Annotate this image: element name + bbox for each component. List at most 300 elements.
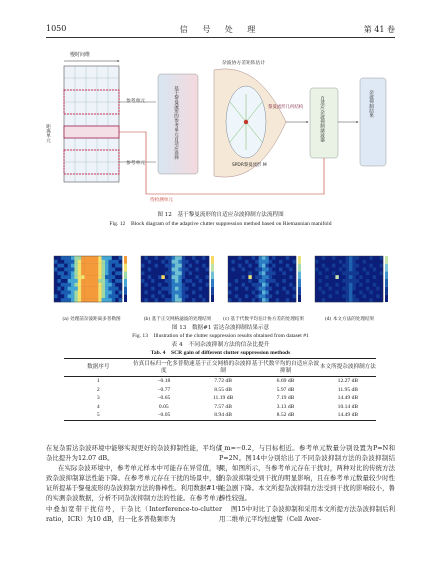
heatmap-cell (369, 264, 373, 268)
heatmap-cell (85, 287, 89, 291)
heatmap-cell (144, 287, 148, 291)
label-clutter-block: 自适应杂波抑制滤波器 (319, 96, 325, 142)
heatmap-cell (339, 271, 343, 275)
heatmap-cell (105, 256, 109, 260)
heatmap-cell (185, 298, 189, 302)
heatmap-cell (315, 287, 319, 291)
heatmap-cell (81, 275, 85, 279)
heatmap-cell (315, 268, 319, 272)
heatmap-cell (329, 279, 333, 283)
heatmap-cell (158, 256, 162, 260)
heatmap-cell (366, 256, 370, 260)
heatmap-cell (235, 275, 239, 279)
heatmap-cell (373, 260, 377, 264)
heatmap-cell (119, 283, 123, 287)
heatmap-cell (352, 287, 356, 291)
heatmap-cell (115, 271, 119, 275)
heatmap-cell (315, 271, 319, 275)
heatmap-cell (335, 279, 339, 283)
heatmap-cell (359, 294, 363, 298)
heatmap-cell (329, 287, 333, 291)
heatmap-cell (64, 291, 68, 295)
heatmap-cell (98, 271, 102, 275)
heatmap-cell (356, 256, 360, 260)
heatmap-cell (286, 294, 290, 298)
heatmap-cell (155, 294, 159, 298)
heatmap-cell (195, 294, 199, 298)
heatmap-cell (279, 268, 283, 272)
colorbar-segment (211, 287, 214, 295)
heatmap-cell (276, 287, 280, 291)
heatmap-cell (329, 271, 333, 275)
heatmap-cell (85, 271, 89, 275)
heatmap-cell (359, 264, 363, 268)
heatmap-cell (175, 291, 179, 295)
heatmap-cell (335, 271, 339, 275)
heatmap-cell (192, 264, 196, 268)
heatmap-cell (252, 264, 256, 268)
heatmap-cell (332, 287, 336, 291)
heatmap-cell (342, 298, 346, 302)
heatmap-cell (315, 264, 319, 268)
heatmap-cell (185, 260, 189, 264)
heatmap-cell (185, 291, 189, 295)
heatmap-cell (112, 264, 116, 268)
heatmap-cell (322, 294, 326, 298)
table-cell: 8.94 dB (214, 412, 232, 419)
heatmap-cell (108, 283, 112, 287)
heatmap-cell (64, 287, 68, 291)
heatmap-cell (349, 298, 353, 302)
right-column (219, 443, 395, 524)
heatmap-cell (195, 275, 199, 279)
manifold-center-point (244, 120, 248, 124)
colorbar-segment (385, 294, 388, 302)
heatmap-cell (279, 283, 283, 287)
heatmap-cell (178, 260, 182, 264)
heatmap-cell (61, 271, 65, 275)
heatmap-cell (165, 268, 169, 272)
heatmap-cell (228, 287, 232, 291)
heatmap-cell (380, 298, 384, 302)
heatmap-cell (255, 279, 259, 283)
heatmap-cell (272, 287, 276, 291)
heatmap-cell (155, 268, 159, 272)
heatmap-cell (192, 260, 196, 264)
heatmap-cell (148, 283, 152, 287)
heatmap-cell (54, 256, 58, 260)
heatmap-cell (175, 279, 179, 283)
heatmap-cell (115, 294, 119, 298)
heatmap-cell (206, 298, 210, 302)
heatmap-cell (262, 256, 266, 260)
colorbar-segment (211, 256, 214, 264)
heatmap-cell (356, 260, 360, 264)
heatmap-cell (322, 275, 326, 279)
heatmap-cell (108, 256, 112, 260)
heatmap-cell (339, 256, 343, 260)
colorbar-segment (211, 264, 214, 272)
heatmap-cell (366, 268, 370, 272)
heatmap-cell (228, 275, 232, 279)
heatmap-cell (119, 275, 123, 279)
heatmap-cell (380, 268, 384, 272)
heatmap-cell (255, 271, 259, 275)
heatmap-cell (61, 264, 65, 268)
heatmap-cell (54, 271, 58, 275)
heatmap-cell (252, 287, 256, 291)
table-cell: 5 (96, 412, 100, 419)
heatmap-cell (78, 283, 82, 287)
heatmap-cell (108, 287, 112, 291)
heatmap-cell (168, 271, 172, 275)
heatmap-cell (286, 279, 290, 283)
heatmap-cell (158, 275, 162, 279)
heatmap-cell (112, 256, 116, 260)
heatmap-cell (282, 271, 286, 275)
heatmap-cell (199, 260, 203, 264)
heatmap-cell (242, 291, 246, 295)
heatmap-cell (282, 279, 286, 283)
heatmap-cell (172, 279, 176, 283)
heatmap-cell (245, 287, 249, 291)
heatmap-cell (356, 291, 360, 295)
heatmap-cell (119, 298, 123, 302)
heatmap-cell (158, 260, 162, 264)
heatmap-cell (74, 260, 78, 264)
heatmap-cell (95, 260, 99, 264)
heatmap-cell (356, 283, 360, 287)
heatmap-cell (369, 275, 373, 279)
heatmap-cell (325, 279, 329, 283)
header-rule (46, 37, 395, 38)
heatmap-cell (342, 279, 346, 283)
heatmap-cell (289, 298, 293, 302)
table-cell: 5.97 dB (276, 386, 295, 393)
heatmap-cell (332, 275, 336, 279)
heatmap-cell (373, 271, 377, 275)
heatmap-cell (248, 279, 252, 283)
heatmap-cell (185, 264, 189, 268)
heatmap-cell (108, 260, 112, 264)
heatmap-cell (105, 268, 109, 272)
heatmap-cell (339, 294, 343, 298)
heatmap-cell (74, 268, 78, 272)
heatmap-cell (289, 275, 293, 279)
heatmap-cell (279, 264, 283, 268)
heatmap-cell (322, 268, 326, 272)
heatmap-cell (352, 294, 356, 298)
heatmap-cell (259, 291, 263, 295)
heatmap-cell (202, 264, 206, 268)
heatmap-cell (112, 271, 116, 275)
heatmap-cell (148, 294, 152, 298)
heatmap-cell (115, 279, 119, 283)
heatmap-cell (293, 260, 297, 264)
heatmap-cell (182, 279, 186, 283)
heatmap-cell (228, 294, 232, 298)
heatmap-cell (165, 271, 169, 275)
heatmap-cell (178, 298, 182, 302)
heatmap-cell (318, 264, 322, 268)
heatmap-cell (235, 291, 239, 295)
heatmap-cell (202, 279, 206, 283)
heatmap-cell (54, 268, 58, 272)
table-cell: −0.05 (157, 412, 171, 419)
heatmap-cell (158, 271, 162, 275)
table-row (64, 411, 376, 420)
heatmap-cell (325, 283, 329, 287)
heatmap-cell (332, 260, 336, 264)
subcaption-c: (c) 基于代数平均估计协方差的处理结果 (222, 317, 305, 322)
heatmap-cell (363, 279, 367, 283)
table-cell: 6.69 dB (276, 378, 295, 384)
heatmap-cell (276, 264, 280, 268)
heatmap-cell (238, 260, 242, 264)
heatmap-cell (255, 298, 259, 302)
heatmap-cell (369, 294, 373, 298)
heatmap-cell (141, 283, 145, 287)
heatmap-cell (71, 264, 75, 268)
heatmap-cell (61, 287, 65, 291)
heatmap-cell (57, 279, 61, 283)
heatmap-cell (155, 256, 159, 260)
heatmap-cell (235, 256, 239, 260)
heatmap-cell (161, 271, 165, 275)
heatmap-cell (286, 298, 290, 302)
journal-name: 信 号 处 理 (179, 25, 262, 34)
heatmap-cell (262, 279, 266, 283)
heatmap-cell (202, 260, 206, 264)
heatmap-cell (95, 279, 99, 283)
table-row (64, 386, 376, 395)
heatmap-cell (293, 291, 297, 295)
heatmap-cell (352, 291, 356, 295)
heatmap-cell (346, 287, 350, 291)
heatmap-cell (346, 283, 350, 287)
heatmap-cell (293, 271, 297, 275)
heatmap-cell (161, 256, 165, 260)
heatmap-cell (61, 260, 65, 264)
heatmap-cell (61, 294, 65, 298)
heatmap-cell (185, 271, 189, 275)
heatmap-cell (346, 279, 350, 283)
heatmap-cell (235, 287, 239, 291)
heatmap-cell (265, 275, 269, 279)
heatmap-cell (325, 264, 329, 268)
heatmap-cell (98, 264, 102, 268)
heatmap-cell (369, 268, 373, 272)
heatmap-cell (332, 271, 336, 275)
heatmap-cell (98, 294, 102, 298)
heatmap-cell (366, 291, 370, 295)
heatmap-cell (346, 294, 350, 298)
heatmap-cell (238, 298, 242, 302)
heatmap-cell (168, 298, 172, 302)
heatmap-cell (115, 264, 119, 268)
heatmap-cell (68, 256, 72, 260)
heatmap-cell (95, 298, 99, 302)
heatmap-cell (168, 279, 172, 283)
table-cell: 14.49 dB (337, 395, 359, 402)
heatmap-cell (54, 260, 58, 264)
heatmap-cell (195, 291, 199, 295)
heatmap-cell (78, 275, 82, 279)
heatmap-cell (235, 283, 239, 287)
heatmap-cell (259, 287, 263, 291)
heatmap-cell (172, 287, 176, 291)
heatmap-cell (252, 275, 256, 279)
label-slow-time: 慢时间维 (70, 52, 91, 58)
heatmap-cell (269, 260, 273, 264)
heatmap-cell (192, 275, 196, 279)
heatmap-cell (95, 294, 99, 298)
heatmap-cell (252, 260, 256, 264)
heatmap-cell (71, 268, 75, 272)
heatmap-cell (172, 256, 176, 260)
heatmap-cell (269, 283, 273, 287)
heatmap-cell (279, 260, 283, 264)
heatmap-cell (332, 279, 336, 283)
heatmap-cell (74, 271, 78, 275)
colorbar-segment (385, 271, 388, 279)
heatmap-cell (272, 294, 276, 298)
table-4 (64, 358, 376, 421)
heatmap-cell (88, 264, 92, 268)
heatmap-cell (68, 287, 72, 291)
heatmap-cell (286, 283, 290, 287)
heatmap-cell (71, 260, 75, 264)
heatmap-cell (165, 287, 169, 291)
heatmap-cell (115, 287, 119, 291)
heatmap-cell (279, 275, 283, 279)
heatmap-cell (158, 268, 162, 272)
heatmap-cell (98, 287, 102, 291)
table-cell: 4 (96, 403, 100, 410)
heatmap-cell (352, 268, 356, 272)
table-header-row (64, 359, 376, 377)
heatmap-cell (88, 294, 92, 298)
heatmap-cell (175, 298, 179, 302)
table-cell: 7.19 dB (276, 395, 295, 402)
heatmap-cell (202, 283, 206, 287)
heatmap-cell (352, 271, 356, 275)
heatmap-cell (71, 279, 75, 283)
subcaption-b: (b) 基于正交网格滤波的处理结果 (143, 317, 212, 322)
heatmap-cell (202, 287, 206, 291)
heatmap-cell (269, 275, 273, 279)
heatmap-cell (248, 291, 252, 295)
heatmap-cell (108, 279, 112, 283)
heatmap-cell (282, 275, 286, 279)
heatmap-cell (102, 279, 106, 283)
heatmap-cell (112, 268, 116, 272)
heatmap-cell (165, 256, 169, 260)
heatmap-cell (175, 275, 179, 279)
heatmap-cell (359, 291, 363, 295)
heatmap-cell (206, 271, 210, 275)
heatmap-cell (155, 283, 159, 287)
heatmap-cell (155, 287, 159, 291)
heatmap-cell (57, 275, 61, 279)
heatmap-cell (57, 256, 61, 260)
heatmap-cell (231, 287, 235, 291)
heatmap-cell (54, 298, 58, 302)
heatmap-cell (248, 287, 252, 291)
table-row (64, 403, 376, 412)
colorbar-segment (298, 279, 301, 287)
heatmap-cell (252, 271, 256, 275)
heatmap-cell (366, 298, 370, 302)
heatmap-cell (141, 256, 145, 260)
heatmap-cell (325, 275, 329, 279)
heatmap-cell (61, 275, 65, 279)
heatmap-cell (115, 256, 119, 260)
heatmap-cell (57, 283, 61, 287)
heatmap-cell (286, 260, 290, 264)
heatmap-cell (168, 283, 172, 287)
heatmap-cell (359, 279, 363, 283)
heatmap-cell (178, 291, 182, 295)
heatmap-cell (81, 268, 85, 272)
heatmap-cell (175, 264, 179, 268)
table-cell: 7.57 dB (214, 403, 232, 410)
heatmap-cell (178, 264, 182, 268)
heatmap-cell (88, 279, 92, 283)
heatmap-cell (202, 275, 206, 279)
heatmap-cell (175, 283, 179, 287)
left-column (46, 443, 222, 524)
heatmap-cell (245, 268, 249, 272)
heatmap-cell (172, 268, 176, 272)
heatmap-cell (235, 264, 239, 268)
heatmap-cell (168, 287, 172, 291)
heatmap-cell (282, 260, 286, 264)
clutter-map-panel (228, 256, 301, 302)
heatmap-cell (168, 256, 172, 260)
col-header-grid: 基于正交网格的杂波抑制 (195, 360, 252, 374)
heatmap-cell (363, 294, 367, 298)
figure-13-caption-en: Fig. 13 Illustration of the clutter suppression results obtained from dataset #1 (132, 333, 309, 339)
heatmap-cell (141, 287, 145, 291)
heatmap-cell (102, 298, 106, 302)
heatmap-cell (248, 264, 252, 268)
heatmap-cell (282, 268, 286, 272)
heatmap-cell (238, 271, 242, 275)
heatmap-cell (346, 291, 350, 295)
heatmap-cell (346, 298, 350, 302)
heatmap-cell (158, 279, 162, 283)
heatmap-cell (289, 287, 293, 291)
heatmap-cell (262, 287, 266, 291)
heatmap-cell (199, 271, 203, 275)
heatmap-cell (102, 283, 106, 287)
heatmap-cell (144, 298, 148, 302)
heatmap-cell (112, 283, 116, 287)
heatmap-cell (158, 264, 162, 268)
heatmap-cell (231, 291, 235, 295)
heatmap-cell (315, 256, 319, 260)
heatmap-cell (245, 271, 249, 275)
heatmap-cell (144, 275, 148, 279)
colorbar-segment (385, 264, 388, 272)
heatmap-cell (363, 298, 367, 302)
heatmap-cell (373, 291, 377, 295)
heatmap-cell (262, 298, 266, 302)
heatmap-cell (115, 283, 119, 287)
heatmap-cell (182, 298, 186, 302)
heatmap-cell (192, 268, 196, 272)
